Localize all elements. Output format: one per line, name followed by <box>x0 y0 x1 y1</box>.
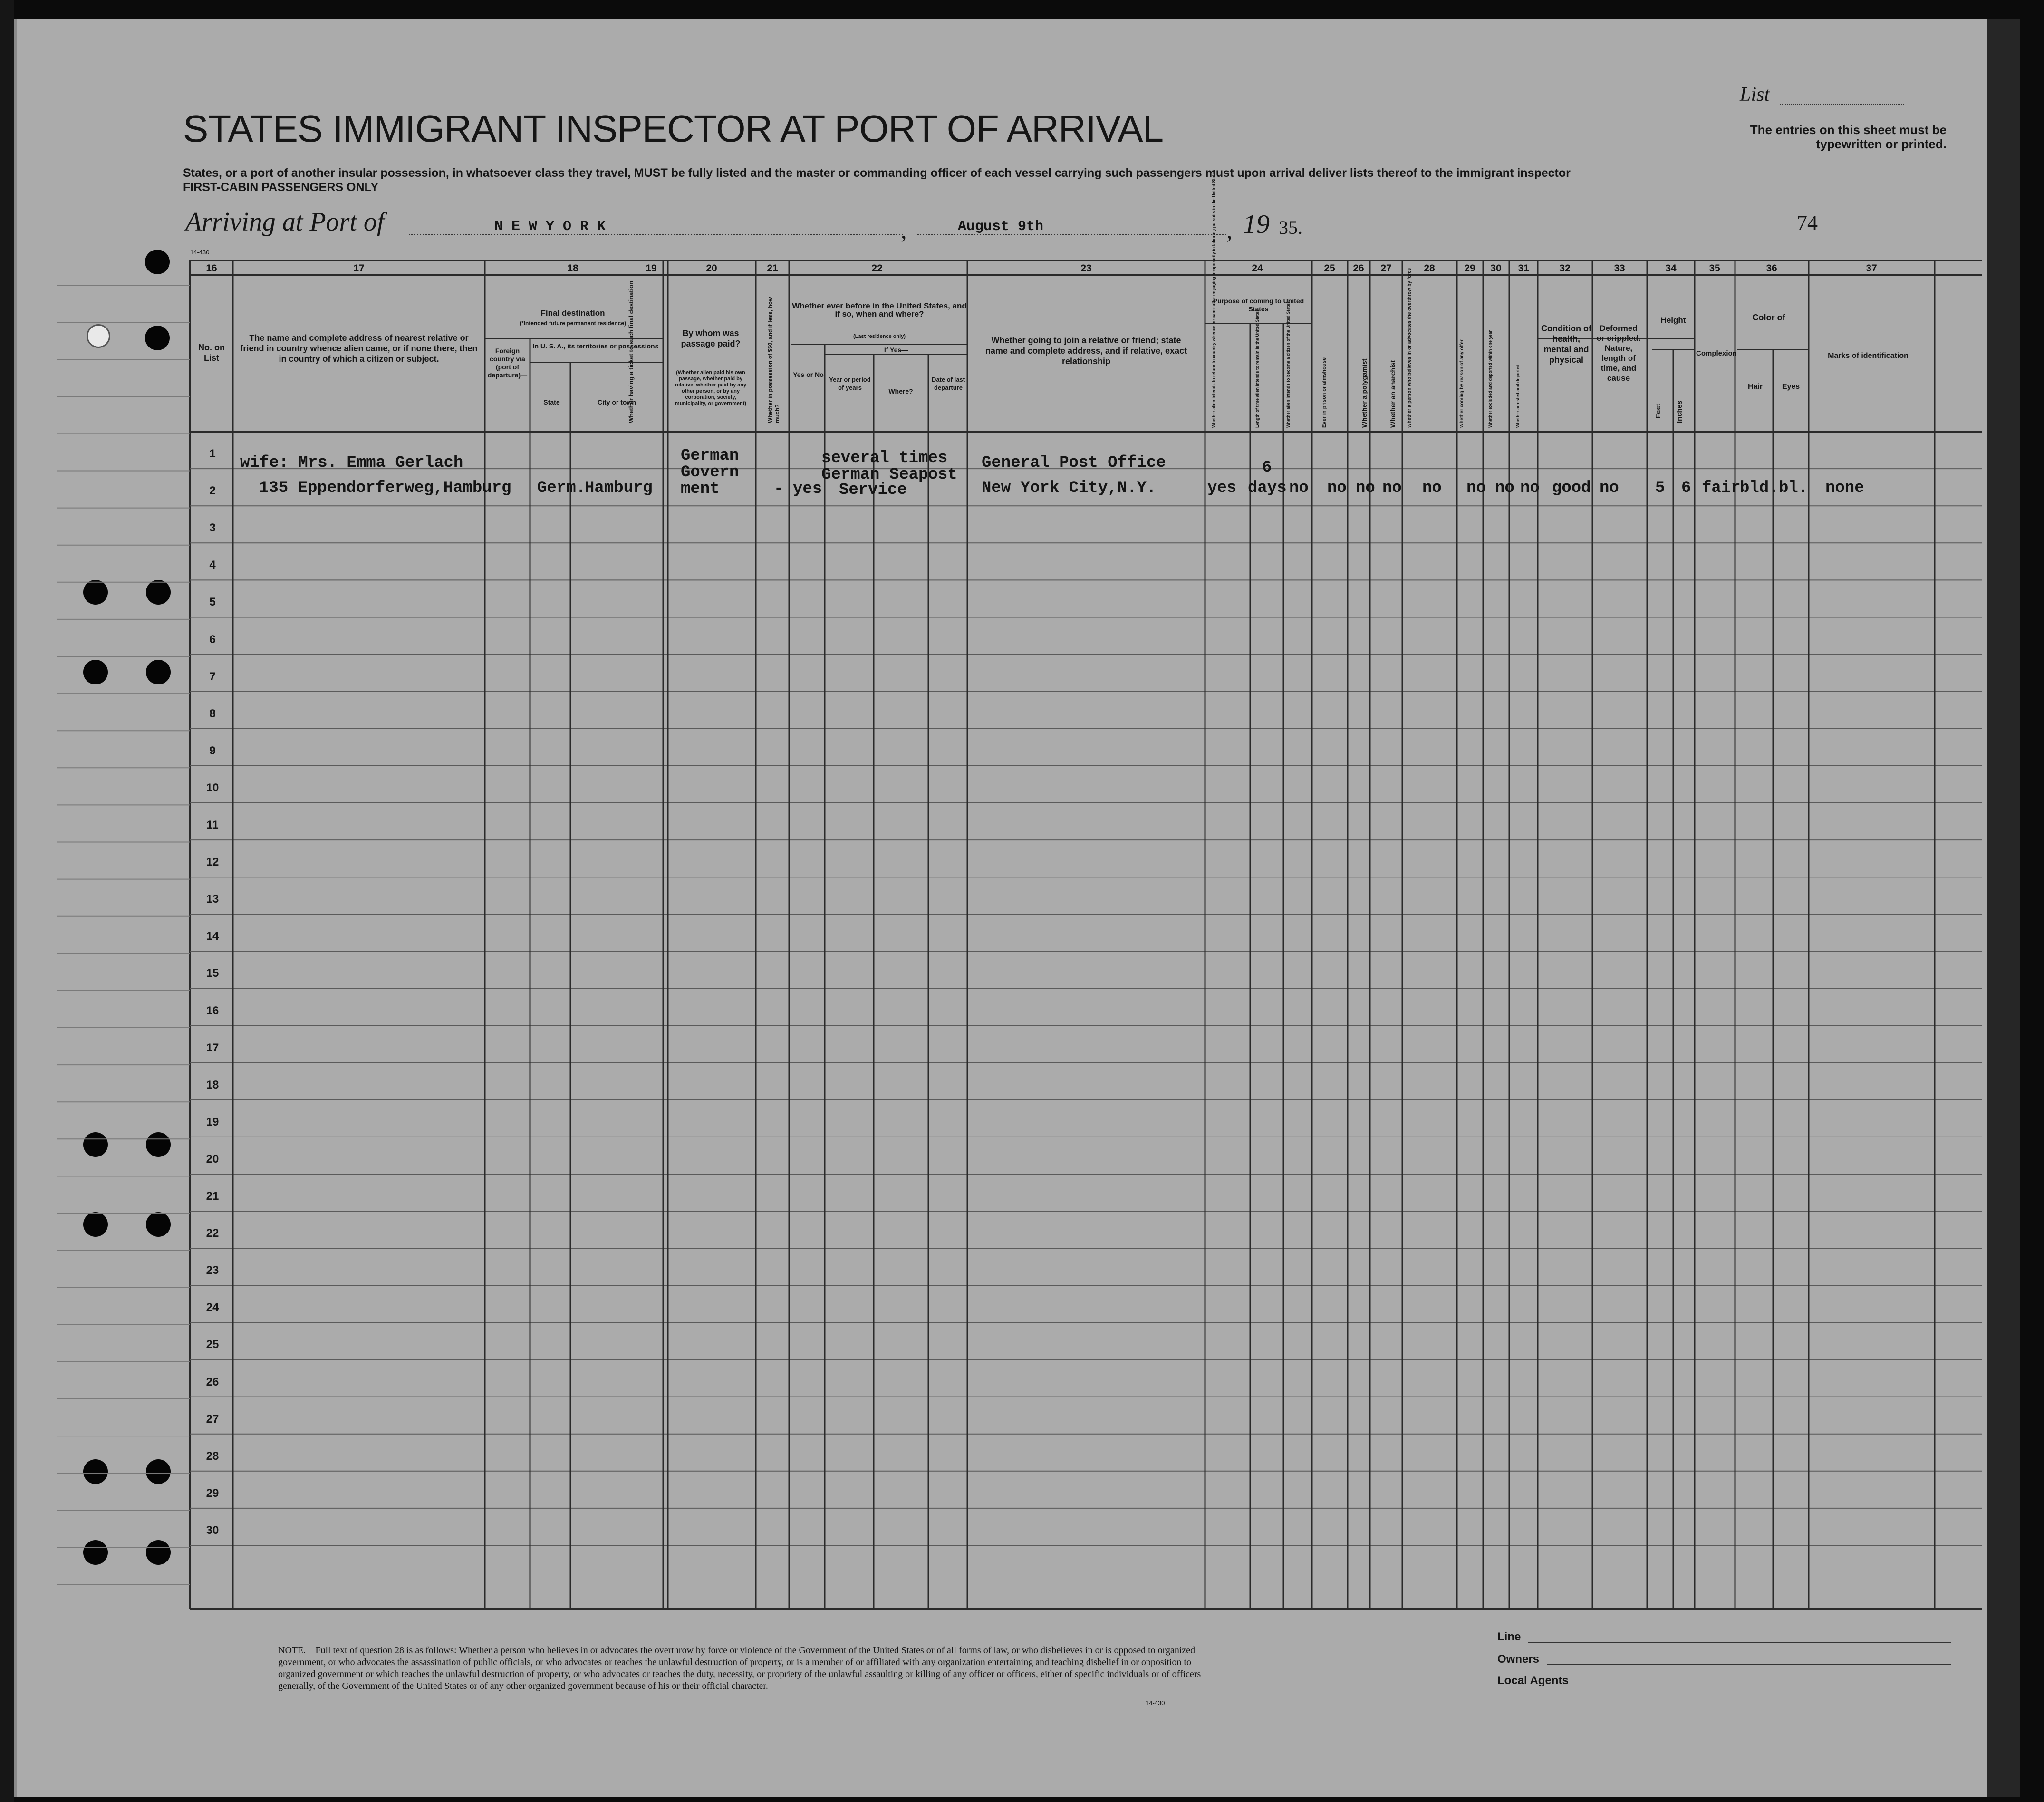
entry-possession: - <box>774 480 784 498</box>
col28-label: Whether a person who believes in or advocates the overthrow by force <box>1407 268 1412 428</box>
column-number: 17 <box>353 263 365 274</box>
last-residence-label: (Last residence only) <box>853 334 906 339</box>
row-number: 26 <box>206 1375 219 1388</box>
state-label: State <box>543 398 560 406</box>
row-number: 18 <box>206 1078 219 1091</box>
row-number: 6 <box>209 633 216 646</box>
row-number: 13 <box>206 893 219 906</box>
row-number: 14 <box>206 930 219 943</box>
col31-label: Whether arrested and deported <box>1515 364 1520 428</box>
owners-label: Owners <box>1497 1653 1540 1666</box>
column-number: 19 <box>646 263 657 274</box>
entry-deported: no <box>1520 479 1540 497</box>
inches-label: Inches <box>1676 400 1684 423</box>
col30-label: Whether excluded and deported within one year <box>1488 330 1493 428</box>
entry-hair: bld. <box>1740 479 1779 497</box>
hair-label: Hair <box>1747 383 1763 391</box>
yes-no-label: Yes or No <box>793 371 824 378</box>
form-subtitle: States, or a port of another insular possession, in whatsoever class they travel, MUST be fully listed and the master or commanding officer of each vessel carrying such passengers must upon arrival deliver lists thereof to the immigrant inspector <box>183 166 1571 180</box>
col18-label: Final destination <box>540 308 605 318</box>
row-number: 17 <box>206 1041 219 1054</box>
column-number: 27 <box>1380 263 1392 274</box>
row-number: 22 <box>206 1227 219 1240</box>
line-label: Line <box>1497 1630 1521 1643</box>
entry-join-line2: New York City,N.Y. <box>982 479 1157 497</box>
sheet-number: 74 <box>1797 211 1818 234</box>
column-number: 22 <box>871 263 883 274</box>
row-number: 25 <box>206 1338 219 1351</box>
column-number: 33 <box>1614 263 1625 274</box>
entry-length-unit: days <box>1248 479 1287 497</box>
entry-join-line1: General Post Office <box>982 454 1166 472</box>
row-number: 2 <box>209 484 216 498</box>
col17-label: The name and complete address of nearest relative or friend in country whence alien came, or if none there, then in country of which a citizen or subject. <box>240 333 478 364</box>
comma: , <box>901 217 907 243</box>
entry-excluded: no <box>1495 479 1514 497</box>
entry-paid-line3: ment <box>681 480 720 498</box>
list-rule <box>1780 104 1904 105</box>
form-code: 14-430 <box>190 249 210 256</box>
form-title: STATES IMMIGRANT INSPECTOR AT PORT OF ARRIVAL <box>183 107 1164 150</box>
column-number: 30 <box>1490 263 1502 274</box>
entry-complexion: fair <box>1702 479 1741 497</box>
row-number: 3 <box>209 521 216 535</box>
row-number: 1 <box>209 447 216 461</box>
column-number: 31 <box>1518 263 1529 274</box>
col18-note: (*Intended future permanent residence) <box>519 320 627 327</box>
entry-polygamist: no <box>1356 479 1375 497</box>
comma: , <box>1226 217 1233 243</box>
purpose-length-label: Length of time alien intends to remain in the United States <box>1255 309 1260 428</box>
entry-health: good <box>1552 479 1591 497</box>
if-yes-label: If Yes— <box>884 346 908 354</box>
col21-label: Whether in possession of $50, and if less, how much? <box>767 297 781 423</box>
row-number: 9 <box>209 744 216 757</box>
entry-length-number: 6 <box>1262 459 1272 477</box>
col34-label: Height <box>1660 316 1686 325</box>
row-number: 27 <box>206 1412 219 1426</box>
date-value: August 9th <box>958 219 1044 235</box>
col20-note: (Whether alien paid his own passage, whether paid by relative, whether paid by any other person, or by any corporation, society, municipality, or government) <box>675 370 747 406</box>
col36-label: Color of— <box>1752 313 1794 322</box>
entry-state: Germ. <box>537 479 586 497</box>
col16-label: No. on List <box>198 343 225 363</box>
typewritten-instruction: The entries on this sheet must be typewritten or printed. <box>1750 123 1947 151</box>
row-number: 10 <box>206 781 219 794</box>
year-period-label: Year or period of years <box>829 376 871 391</box>
footer-form-code: 14-430 <box>1146 1699 1165 1706</box>
row-number: 16 <box>206 1004 219 1017</box>
line-rule <box>1528 1642 1951 1643</box>
col32-label: Condition of health, mental and physical <box>1541 324 1591 365</box>
row-number: 11 <box>206 819 219 832</box>
purpose-citizen-label: Whether alien intends to become a citizen of the United States <box>1286 301 1291 428</box>
row-number: 12 <box>206 856 219 869</box>
row-number: 28 <box>206 1449 219 1463</box>
row-number: 21 <box>206 1190 219 1203</box>
row-number: 19 <box>206 1115 219 1128</box>
column-number: 26 <box>1353 263 1364 274</box>
col33-label: Deformed or crippled. Nature, length of time, and cause <box>1596 324 1641 383</box>
column-number: 37 <box>1866 263 1877 274</box>
col23-label: Whether going to join a relative or friend; state name and complete address, and if relative, exact relationship <box>985 336 1187 366</box>
column-number: 21 <box>767 263 778 274</box>
entry-paid-line1: German <box>681 447 739 465</box>
row-number: 4 <box>209 559 216 572</box>
arriving-label: Arriving at Port of <box>185 207 385 237</box>
column-number: 32 <box>1559 263 1571 274</box>
entry-offer: no <box>1466 479 1486 497</box>
column-number: 23 <box>1080 263 1092 274</box>
entry-purpose-return: yes <box>1207 479 1237 497</box>
row-number: 30 <box>206 1523 219 1537</box>
row-number: 15 <box>206 967 219 980</box>
date-departure-label: Date of last departure <box>931 376 965 391</box>
footer-note: NOTE.—Full text of question 28 is as follows: Whether a person who believes in or advocates the overthrow by force or violence of the Government of the United States or of all forms of law, or who disbelieves in or is opposed to organized government, or who advocates the assassination of public officials, or who advocates or teaches the unlawful destruction of property, or is a member of or affiliated with any organization entertaining and teaching disbelief in or opposition to organized government or which teaches the unlawful destruction of property, or who advocates or teaches the duty, necessity, or propriety of the unlawful assaulting or killing of any officer or officers, either of specific individuals or of officers generally, of the Government of the United States or of any other organized government because of his or their official character. <box>278 1645 1201 1691</box>
col22-label: Whether ever before in the United States, and if so, when and where? <box>792 301 967 318</box>
col35-label: Complexion <box>1696 349 1737 357</box>
col37-label: Marks of identification <box>1828 352 1909 360</box>
entry-prison: no <box>1327 479 1347 497</box>
port-rule <box>409 234 903 235</box>
owners-rule <box>1547 1664 1951 1665</box>
entry-overthrow: no <box>1422 479 1442 497</box>
column-number: 24 <box>1252 263 1263 274</box>
col26-label: Whether a polygamist <box>1360 358 1368 428</box>
feet-label: Feet <box>1654 404 1662 418</box>
row-number: 5 <box>209 596 216 609</box>
where-label: Where? <box>888 387 913 395</box>
column-number: 16 <box>206 263 217 274</box>
row-number: 8 <box>209 707 216 720</box>
entry-paid-line2: Govern <box>681 463 739 482</box>
foreign-country-label: Foreign country via (port of departure)— <box>487 347 528 379</box>
row-number: 23 <box>206 1264 219 1277</box>
agents-label: Local Agents <box>1497 1674 1569 1687</box>
column-number: 35 <box>1709 263 1720 274</box>
year-prefix: 19 <box>1243 210 1270 239</box>
column-number: 34 <box>1665 263 1677 274</box>
column-number: 29 <box>1464 263 1475 274</box>
entry-feet: 5 <box>1655 479 1665 497</box>
entry-deformed: no <box>1600 479 1619 497</box>
row-number: 24 <box>206 1301 219 1314</box>
col20-label: By whom was passage paid? <box>681 328 741 348</box>
entry-before-line3: Service <box>839 481 907 499</box>
col29-label: Whether coming by reason of any offer <box>1459 339 1465 428</box>
entry-relative-line1: wife: Mrs. Emma Gerlach <box>240 454 463 472</box>
column-number: 20 <box>706 263 717 274</box>
entry-before-yes: yes <box>793 480 822 498</box>
entry-marks: none <box>1825 479 1864 497</box>
first-cabin-note: FIRST-CABIN PASSENGERS ONLY <box>183 181 379 194</box>
column-number: 28 <box>1424 263 1435 274</box>
list-label: List <box>1740 84 1770 106</box>
row-number: 7 <box>209 670 216 683</box>
column-number: 25 <box>1324 263 1335 274</box>
column-number: 36 <box>1766 263 1777 274</box>
port-value: N E W Y O R K <box>494 219 606 235</box>
city-label: City or town <box>598 398 636 406</box>
entry-before-line1: several times <box>821 449 948 467</box>
column-number: 18 <box>567 263 578 274</box>
entry-city: Hamburg <box>585 479 653 497</box>
purpose-return-label: Whether alien intends to return to country whence he came after engaging temporarily in laboring pursuits in the United States <box>1211 170 1216 428</box>
entry-eyes: bl. <box>1779 479 1808 497</box>
col27-label: Whether an anarchist <box>1389 360 1397 428</box>
row-number: 29 <box>206 1486 219 1500</box>
col24-label: Purpose of coming to United States <box>1213 297 1304 313</box>
eyes-label: Eyes <box>1782 383 1800 391</box>
col25-label: Ever in prison or almshouse <box>1321 357 1327 428</box>
year-suffix: 35. <box>1279 217 1302 238</box>
in-usa-label: In U. S. A., its territories or possessions <box>532 342 659 350</box>
row-number: 20 <box>206 1152 219 1166</box>
entry-inches: 6 <box>1681 479 1691 497</box>
col19-label: Whether having a ticket to such final destination <box>627 280 635 423</box>
entry-anarchist: no <box>1382 479 1402 497</box>
entry-citizen: no <box>1289 479 1309 497</box>
entry-before-line2: German Seapost <box>821 466 957 484</box>
entry-relative-line2: 135 Eppendorferweg,Hamburg <box>259 479 511 497</box>
